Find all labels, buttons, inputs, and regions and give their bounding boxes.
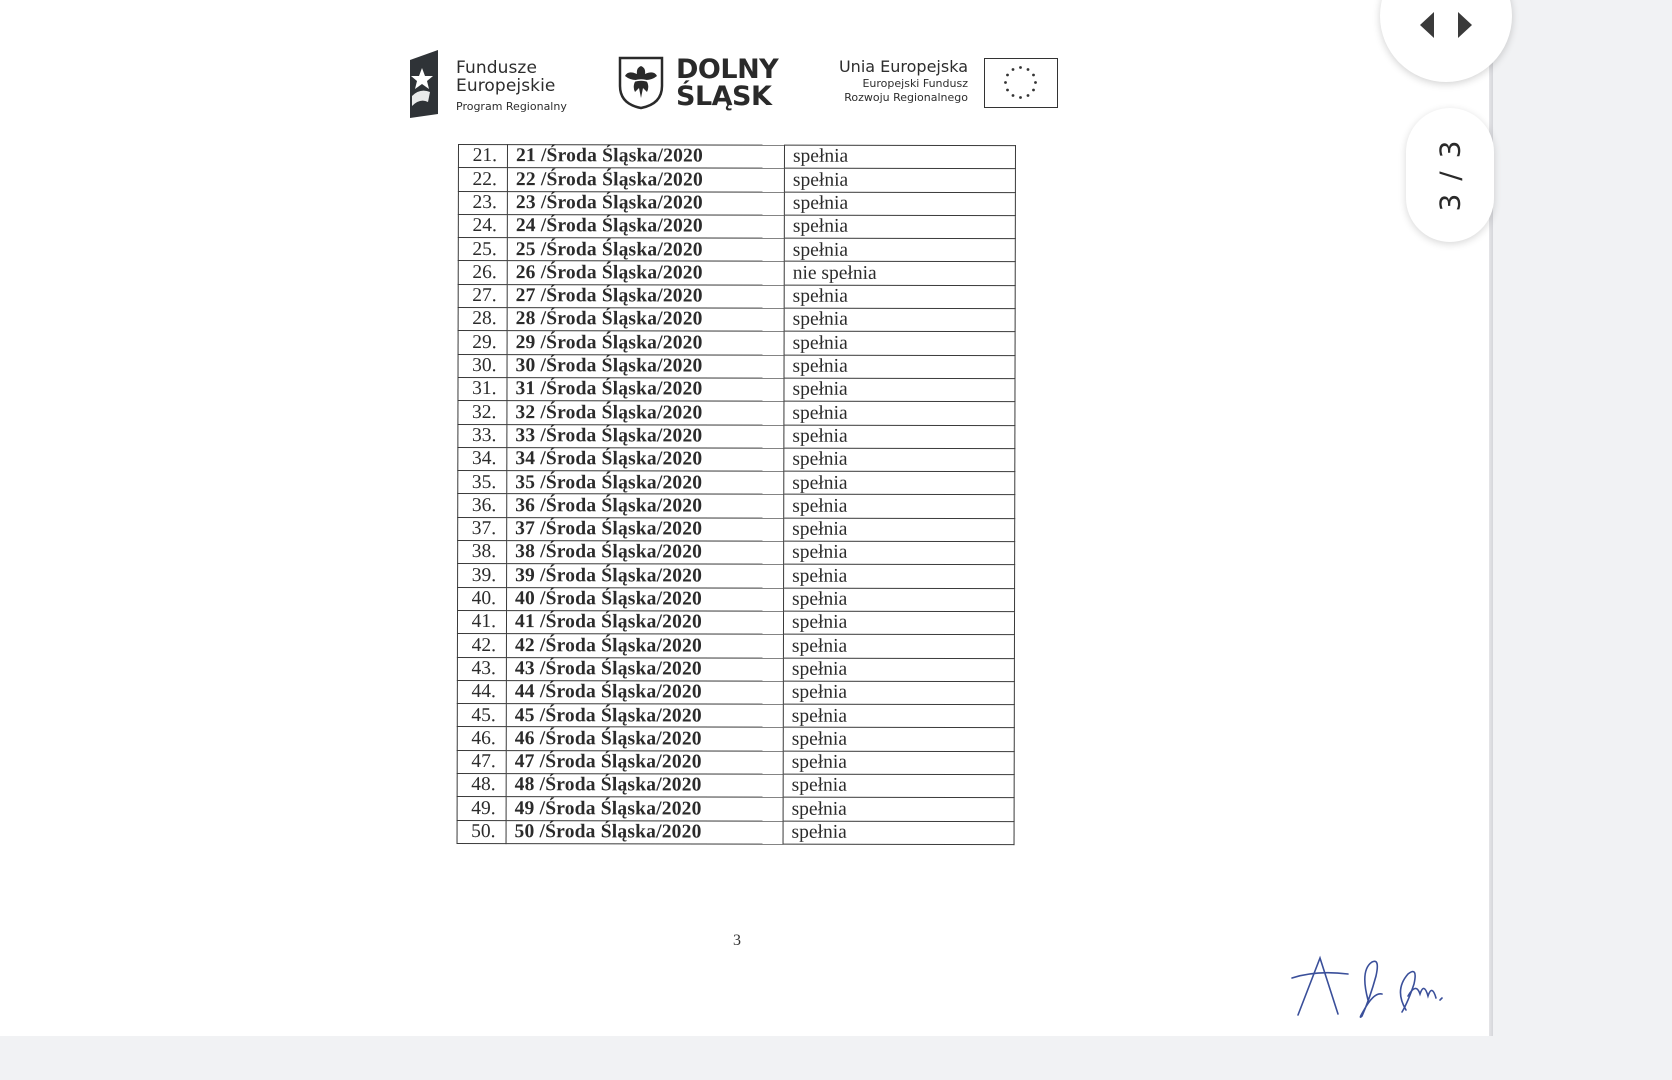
status-cell: spełnia [783,751,1014,775]
row-number-cell: 33. [458,424,507,447]
application-id-cell: 22 /Środa Śląska/2020 [507,168,784,192]
status-cell: spełnia [784,285,1015,309]
table-row [458,377,1015,401]
application-id-cell: 25 /Środa Śląska/2020 [507,238,784,262]
application-id-cell: 28 /Środa Śląska/2020 [507,308,784,332]
table-row [458,564,1015,588]
table-row [458,214,1015,238]
application-id-cell: 37 /Środa Śląska/2020 [507,517,784,541]
dolny-slask-logo [618,56,788,116]
application-id-cell: 43 /Środa Śląska/2020 [506,657,783,681]
table-row [457,610,1014,634]
page-number: 3 [733,932,741,949]
fundusze-europejskie-logo [406,50,576,120]
table-row [458,145,1015,169]
table-row [458,331,1015,355]
status-cell: nie spełnia [784,262,1015,286]
row-number-cell: 21. [458,145,507,168]
application-id-cell: 38 /Środa Śląska/2020 [507,541,784,565]
table-row [458,168,1015,192]
row-number-cell: 31. [458,377,507,400]
status-cell: spełnia [784,401,1015,425]
status-cell: spełnia [784,145,1015,169]
application-id-cell: 27 /Środa Śląska/2020 [507,284,784,308]
table-row [458,284,1015,308]
status-cell: spełnia [784,168,1015,192]
table-row [458,261,1015,285]
status-cell: spełnia [783,611,1014,635]
status-cell: spełnia [783,634,1014,658]
table-row [458,471,1015,495]
application-id-cell: 48 /Środa Śląska/2020 [506,774,783,798]
row-number-cell: 36. [458,494,507,517]
table-row [457,704,1014,728]
application-id-cell: 40 /Środa Śląska/2020 [507,587,784,611]
table-row [457,680,1014,704]
status-cell: spełnia [783,704,1014,728]
triangle-right-icon[interactable] [1458,12,1472,38]
row-number-cell: 41. [457,610,506,633]
row-number-cell: 47. [457,750,506,773]
fe-logo-line2: Europejskie [456,76,556,96]
unia-europejska-logo [830,58,1060,118]
status-cell: spełnia [784,471,1015,495]
table-row [457,774,1014,798]
row-number-cell: 34. [458,447,507,470]
status-cell: spełnia [784,355,1015,379]
table-row [458,238,1015,262]
row-number-cell: 37. [458,517,507,540]
table-row [457,657,1014,681]
table-row [458,424,1015,448]
table-row [458,447,1015,471]
status-cell: spełnia [784,541,1015,565]
row-number-cell: 24. [458,214,507,237]
status-cell: spełnia [784,192,1015,216]
application-id-cell: 46 /Środa Śląska/2020 [506,727,783,751]
table-row [458,354,1015,378]
triangle-left-icon[interactable] [1420,12,1434,38]
status-cell: spełnia [784,518,1015,542]
application-id-cell: 30 /Środa Śląska/2020 [507,354,784,378]
application-id-cell: 36 /Środa Śląska/2020 [507,494,784,518]
status-cell: spełnia [784,565,1015,589]
table-row [458,587,1015,611]
row-number-cell: 45. [457,704,506,727]
table-row [457,727,1014,751]
application-id-cell: 33 /Środa Śląska/2020 [507,424,784,448]
handwritten-signature [1290,940,1470,1020]
table-row [458,308,1015,332]
application-id-cell: 34 /Środa Śląska/2020 [507,447,784,471]
page-indicator-label: 3 / 3 [1433,138,1467,212]
status-cell: spełnia [783,681,1014,705]
ds-logo-line1: DOLNY [676,54,779,85]
status-cell: spełnia [784,332,1015,356]
row-number-cell: 50. [457,820,506,843]
status-cell: spełnia [784,378,1015,402]
table-row [458,541,1015,565]
status-cell: spełnia [784,588,1015,612]
row-number-cell: 32. [458,401,507,424]
eu-logo-line3: Rozwoju Regionalnego [844,91,968,104]
row-number-cell: 44. [457,680,506,703]
row-number-cell: 23. [458,191,507,214]
row-number-cell: 40. [458,587,507,610]
eu-logo-line1: Unia Europejska [838,57,968,76]
table-row [458,517,1015,541]
application-id-cell: 24 /Środa Śląska/2020 [507,214,784,238]
table-row [457,820,1014,844]
row-number-cell: 35. [458,471,507,494]
fe-star-flag-icon [406,50,446,120]
row-number-cell: 25. [458,238,507,261]
row-number-cell: 27. [458,284,507,307]
criteria-table [457,144,1016,845]
row-number-cell: 46. [457,727,506,750]
application-id-cell: 23 /Środa Śląska/2020 [507,191,784,215]
status-cell: spełnia [784,495,1015,519]
table-row [457,797,1014,821]
application-id-cell: 47 /Środa Śląska/2020 [506,750,783,774]
row-number-cell: 26. [458,261,507,284]
row-number-cell: 48. [457,774,506,797]
application-id-cell: 39 /Środa Śląska/2020 [507,564,784,588]
status-cell: spełnia [784,308,1015,332]
table-row [457,634,1014,658]
eu-logo-line2: Europejski Fundusz [862,77,968,90]
page-indicator[interactable] [1406,108,1494,242]
status-cell: spełnia [783,774,1014,798]
application-id-cell: 50 /Środa Śląska/2020 [506,820,783,844]
table-row [458,401,1015,425]
application-id-cell: 44 /Środa Śląska/2020 [506,680,783,704]
row-number-cell: 42. [457,634,506,657]
application-id-cell: 32 /Środa Śląska/2020 [507,401,784,425]
row-number-cell: 49. [457,797,506,820]
status-cell: spełnia [784,425,1015,449]
row-number-cell: 29. [458,331,507,354]
status-cell: spełnia [784,448,1015,472]
row-number-cell: 39. [458,564,507,587]
application-id-cell: 31 /Środa Śląska/2020 [507,378,784,402]
application-id-cell: 42 /Środa Śląska/2020 [506,634,783,658]
status-cell: spełnia [783,728,1014,752]
row-number-cell: 28. [458,308,507,331]
eagle-shield-icon [618,56,664,110]
status-cell: spełnia [784,215,1015,239]
application-id-cell: 26 /Środa Śląska/2020 [507,261,784,285]
application-id-cell: 41 /Środa Śląska/2020 [506,611,783,635]
row-number-cell: 38. [458,541,507,564]
fe-logo-line1: Fundusze [456,58,538,78]
status-cell: spełnia [784,238,1015,262]
ds-logo-line2: ŚLĄSK [676,81,772,112]
application-id-cell: 45 /Środa Śląska/2020 [506,704,783,728]
application-id-cell: 49 /Środa Śląska/2020 [506,797,783,821]
application-id-cell: 21 /Środa Śląska/2020 [507,145,784,169]
table-row [458,191,1015,215]
status-cell: spełnia [783,821,1014,845]
fe-logo-line3: Program Regionalny [456,100,567,113]
application-id-cell: 29 /Środa Śląska/2020 [507,331,784,355]
table-row [458,494,1015,518]
row-number-cell: 43. [457,657,506,680]
row-number-cell: 30. [458,354,507,377]
status-cell: spełnia [783,658,1014,682]
table-row [457,750,1014,774]
eu-flag-icon [984,58,1058,108]
row-number-cell: 22. [458,168,507,191]
status-cell: spełnia [783,797,1014,821]
application-id-cell: 35 /Środa Śląska/2020 [507,471,784,495]
